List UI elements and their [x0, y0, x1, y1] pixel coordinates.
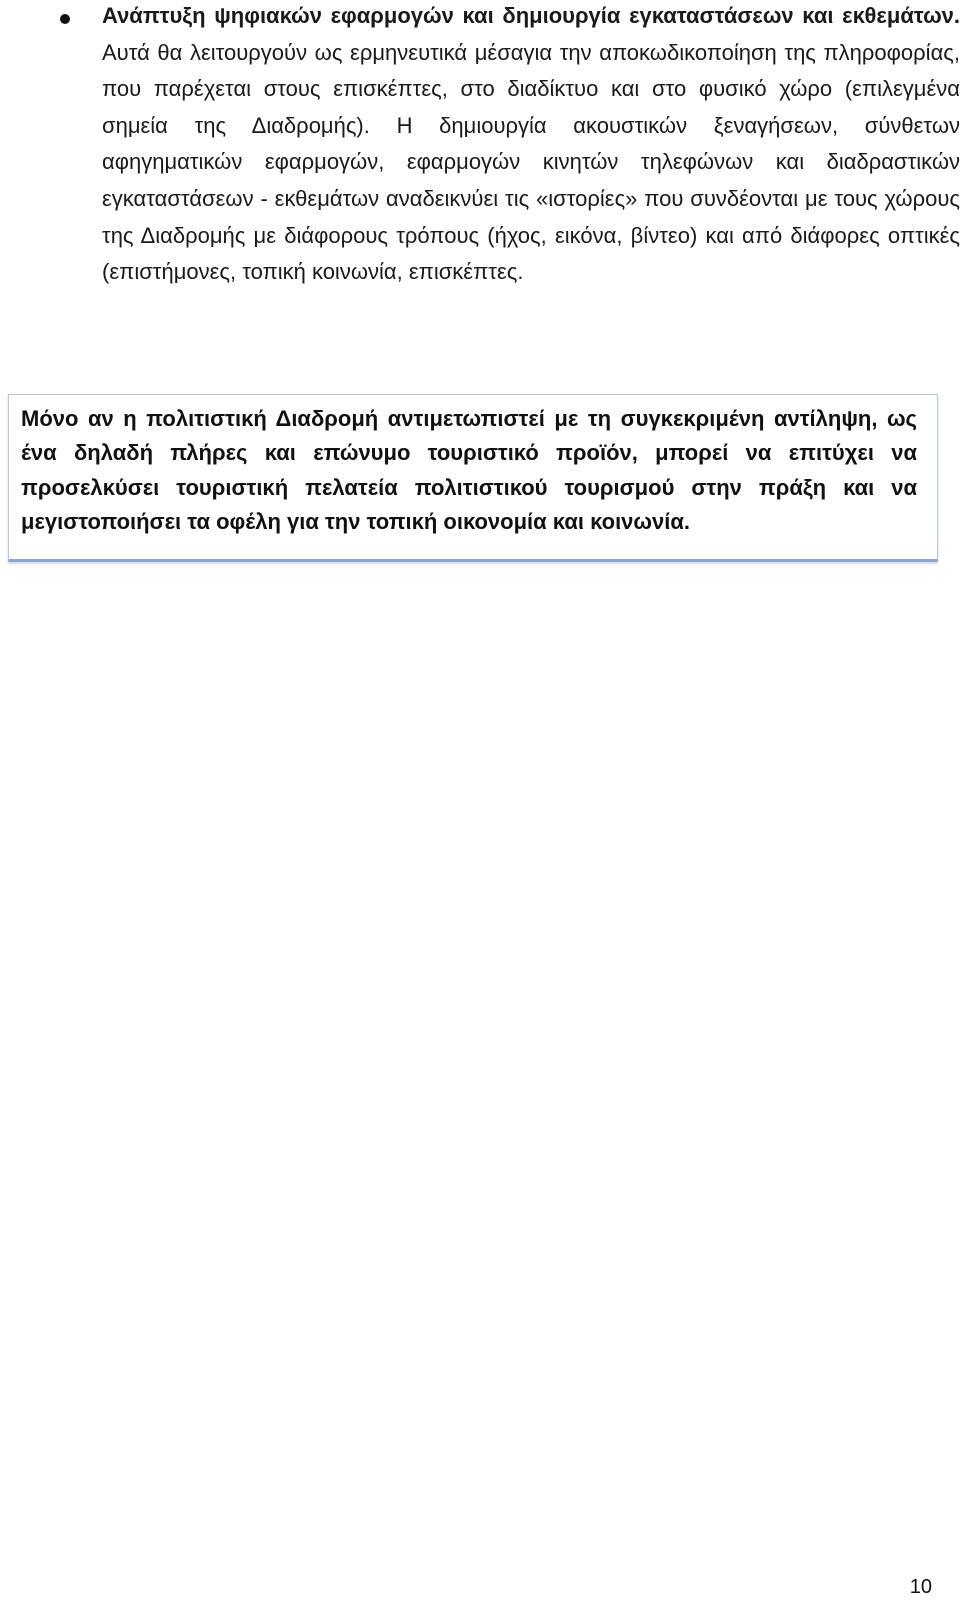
callout-box: [8, 394, 938, 562]
bullet-paragraph: [102, 0, 960, 291]
page-number: 10: [909, 1576, 932, 1598]
bullet-body: Αυτά θα λειτουργούν ως ερμηνευτικά μέσαγια την αποκωδικοποίηση της πληροφορίας, που παρέχεται στους επισκέπτες, στο διαδίκτυο και στο φυσικό χώρο (επιλεγμένα σημεία της Διαδρομής). Η δημιουργία ακουστικών ξεναγήσεων, σύνθετων αφηγηματικών εφαρμογών, εφαρμογών κινητών τηλεφώνων και διαδραστικών εγκαταστάσεων - εκθεμάτων αναδεικνύει τις «ιστορίες» που συνδέονται με τους χώρους της Διαδρομής με διάφορους τρόπους (ήχος, εικόνα, βίντεο) και από διάφορες οπτικές (επιστήμονες, τοπική κοινωνία, επισκέπτες.: [102, 39, 960, 285]
callout-text: Μόνο αν η πολιτιστική Διαδρομή αντιμετωπιστεί με τη συγκεκριμένη αντίληψη, ως ένα δηλαδή πλήρες και επώνυμο τουριστικό προϊόν, μπορεί να επιτύχει να προσελκύσει τουριστική πελατεία πολιτιστικού τουρισμού στην πράξη και να μεγιστοποιήσει τα οφέλη για την τοπική οικονομία και κοινωνία.: [21, 406, 917, 535]
bullet-bold-lead: Ανάπτυξη ψηφιακών εφαρμογών και δημιουργία εγκαταστάσεων και εκθεμάτων.: [102, 3, 960, 28]
bullet-icon: [60, 14, 70, 24]
